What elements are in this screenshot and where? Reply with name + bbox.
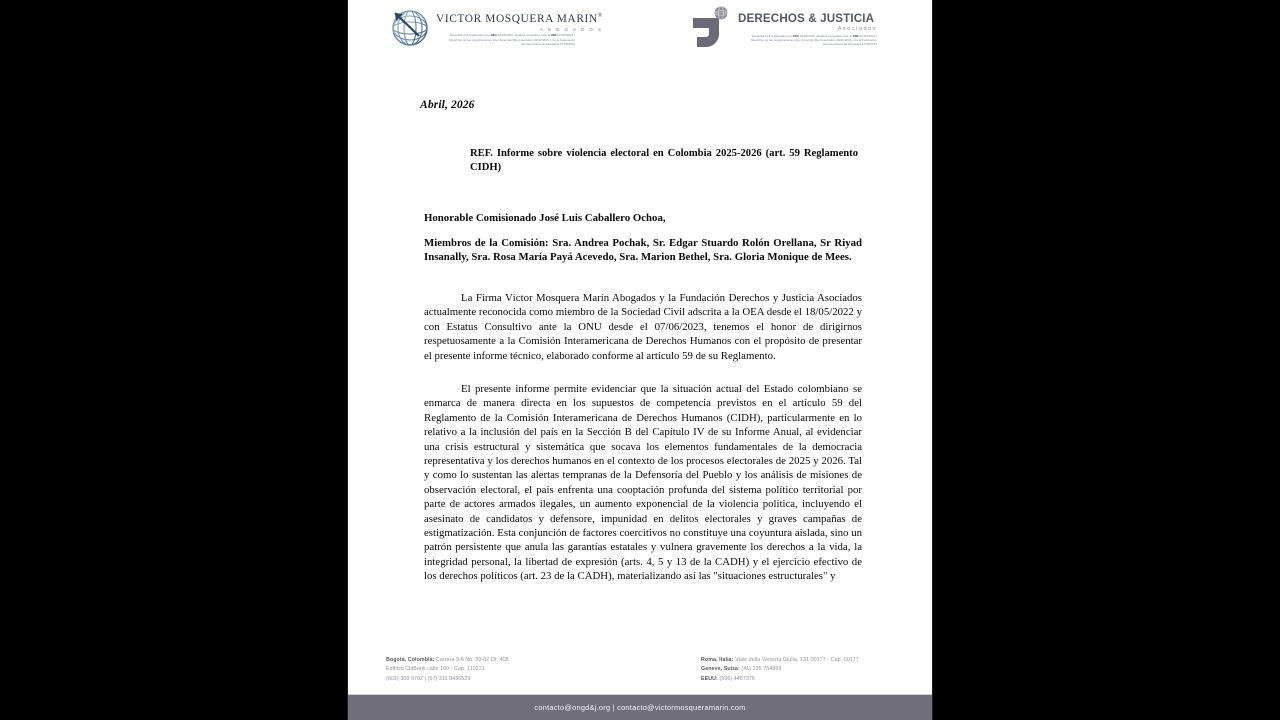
j-globe-dot (715, 7, 728, 20)
footer-contact-bar (348, 695, 932, 720)
document-date: Abril, 2026 (420, 98, 475, 111)
j-shape (693, 18, 719, 47)
letterhead-firm-text (433, 4, 603, 46)
ngo-name: DERECHOS & JUSTICIA (738, 12, 875, 25)
firm-name: VICTOR MOSQUERA MARIN® (436, 12, 603, 25)
document-salutation: Honorable Comisionado José Luis Caballero Ochoa, (424, 212, 666, 224)
document-paragraph: La Firma Víctor Mosquera Marín Abogados y la Fundación Derechos y Justicia Asociados actualmente reconocida como miembro de la Sociedad Civil adscrita a la OEA desde el 18/05/2022 y con Estatus Consultivo ante la ONU desde el 07/06/2023, tenemos el honor de dirigirnos respetuosamente a la Comisión Interamericana de Derechos Humanos con el propósito de presentar el presente informe técnico, elaborado conforme al artículo 59 de su Reglamento. (424, 292, 862, 362)
j-monogram-icon (689, 4, 735, 50)
document-paragraph: El presente informe permite evidenciar que la situación actual del Estado colombiano se enmarca de manera directa en los supuestos de competencia previstos en el artículo 59 del Reglamento de la Comisión Interamericana de Derechos Humanos (CIDH), particularmente en lo relativo a la inclusión del país en la Sección B del Capítulo IV de su Informe Anual, al evidenciar una crisis estructural y sistemática que socava los elementos fundamentales de la democracia representativa y los derechos humanos en el contexto de los procesos electorales de 2025 y 2026. Tal y como lo sustentan las alertas tempranas de la Defensoría del Pueblo y los análisis de misiones de observación electoral, el país enfrenta una cooptación profunda del sistema político territorial por parte de actores armados ilegales, un aumento exponencial de la violencia política, incluyendo el asesinato de candidatos y defensore, impunidad en delitos electorales y graves campañas de estigmatización. Esta conjunción de factores coercitivos no constituye una coyuntura aislada, sino un patrón persistente que anula las garantías estatales y vulnera gravemente los derechos a la vida, la integridad personal, la libertad de expresión (arts. 4, 5 y 13 de la CADH) y el ejercicio efectivo de los derechos políticos (art. 23 de la CADH), materializando así las "situaciones estructurales" y (424, 383, 862, 583)
ngo-subtitle: Asociados (837, 26, 877, 33)
document-members-list: Miembros de la Comisión: Sra. Andrea Pochak, Sr. Edgar Stuardo Rolón Orellana, Sr Riyad Insanally, Sra. Rosa María Payá Acevedo, Sra. Marion Bethel, Sra. Gloria Monique de Mees. (424, 237, 862, 264)
ngo-microtext: Sociedad civil registrada en la OEA 18/05/2022 | Estatus Consultivo ante la ONU 07/06/2022 | Miembros de las organizaciones Inter American Bar Association 29/10/2023 y de la Federación Interamericana de Abogados 17/08/2021 (750, 33, 877, 47)
footer-addresses (348, 648, 932, 694)
footer-address-bogota: Bogotá, Colombia: Carrera 9 A No. 99-02 Of. 408. Edificio CitiBank calle 100 - Cap. 110221 (601) 309 9702 | (57) 311 8436529 (386, 657, 511, 682)
footer-contact-emails: contacto@ongd&j.org | contacto@victormosqueramarin.com (534, 703, 746, 712)
firm-microtext: Sociedad civil registrada en la OEA 18/05/2022 | Estatus Consultivo ante la ONU 07/06/2023 | Miembros de las organizaciones Inter American Bar Association 29/10/2023 y de la Federación Interamericana de Abogados 17/08/2021 (448, 33, 575, 46)
document-reference: REF. Informe sobre violencia electoral en Colombia 2025-2026 (art. 59 Reglamento CIDH) (470, 148, 858, 173)
letterhead-firm-block (389, 4, 603, 50)
firm-subtitle: A B O G A D O S (540, 26, 603, 32)
globe-icon (389, 4, 433, 50)
document-footer (348, 648, 932, 720)
letterhead-ngo-text (735, 4, 877, 47)
letterhead (348, 0, 932, 62)
letterhead-ngo-block (689, 4, 877, 50)
firm-name-mark: ® (597, 13, 603, 19)
footer-address-international: Roma, Italia: Viale della Venezia Giulia, 131 00177 - Cap. 00177 Geneve, Suiza: (41) 225 754869 EEUU: (936) 4457376 (701, 657, 859, 682)
document-page (348, 0, 932, 720)
